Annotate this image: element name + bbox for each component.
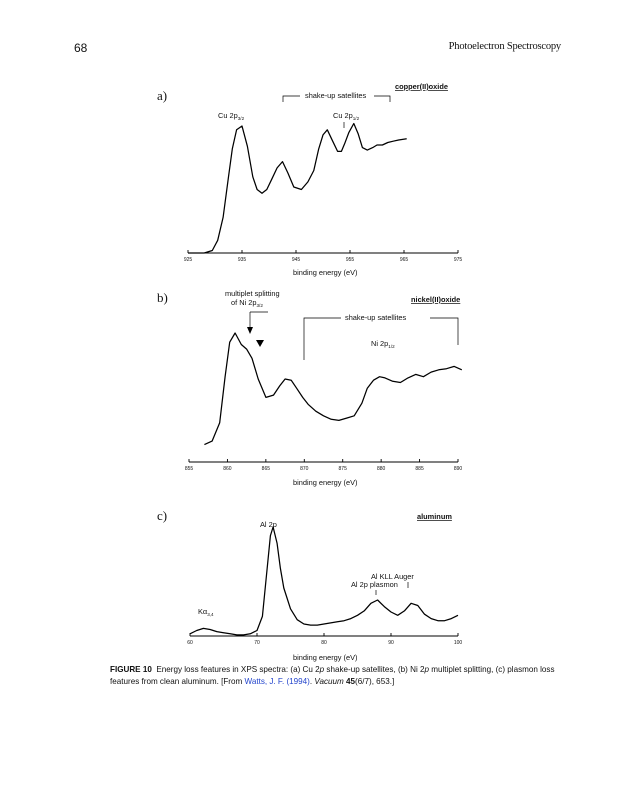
panel-c-letter: c): [157, 508, 168, 523]
x-tick-label: 955: [345, 257, 355, 263]
x-tick-label: 975: [453, 257, 463, 263]
x-tick-label: 80: [321, 640, 327, 646]
caption-text-1: Energy loss features in XPS spectra: (a) Cu 2: [156, 665, 320, 674]
x-tick-label: 70: [254, 640, 260, 646]
x-tick-label: 865: [261, 466, 271, 472]
panel-a-peak2-label: Cu $2p_{1/2}$: [333, 111, 360, 121]
caption-journal: Vacuum: [314, 676, 344, 686]
panel-c-x-label: binding energy (eV): [293, 653, 358, 662]
x-tick-label: 90: [388, 640, 394, 646]
x-tick-label: 860: [223, 466, 232, 472]
caption-volume: 45: [343, 676, 356, 686]
panel-a-x-axis: [184, 250, 463, 263]
caption-text-5: (6/7), 653.]: [355, 676, 395, 686]
panel-a-chart: [0, 70, 617, 285]
panel-a-letter: a): [157, 88, 168, 103]
panel-b-arrow-2-head: [256, 340, 264, 347]
x-tick-label: 855: [184, 466, 194, 472]
x-tick-label: 100: [453, 640, 463, 646]
panel-b-x-axis: [185, 459, 463, 472]
x-tick-label: 875: [338, 466, 347, 472]
panel-c-plasmon-label: Al 2p plasmon: [351, 580, 398, 589]
x-tick-label: 885: [415, 466, 424, 472]
x-tick-label: 60: [187, 640, 193, 646]
panel-b-bracket-label: shake-up satellites: [345, 313, 407, 322]
panel-b-material: nickel(II)oxide: [411, 295, 461, 304]
x-tick-label: 935: [237, 257, 247, 263]
figure-caption: [110, 664, 562, 687]
caption-label: FIGURE 10: [110, 665, 152, 674]
x-tick-label: 925: [183, 257, 193, 263]
panel-a-spectrum-line: [188, 124, 407, 254]
running-head: Photoelectron Spectroscopy: [448, 41, 561, 52]
x-tick-label: 880: [376, 466, 386, 472]
panel-b-multiplet-label-1: multiplet splitting: [225, 289, 280, 298]
page-number: 68: [74, 41, 88, 55]
panel-c-chart: [0, 505, 617, 663]
panel-a-material: copper(II)oxide: [395, 82, 448, 91]
panel-b-multiplet-label-2: of Ni $2p_{3/2}$: [231, 298, 263, 308]
panel-b-chart: [0, 285, 617, 495]
panel-c-spectrum-line: [190, 527, 458, 635]
panel-c-x-axis: [187, 633, 462, 646]
caption-text-3: multiplet splitting, (c) plasmon loss features from clean aluminum. [From: [110, 665, 555, 686]
x-tick-label: 870: [300, 466, 309, 472]
panel-c-main-peak-label: Al 2p: [260, 520, 277, 529]
panel-b-spectrum-line: [204, 333, 461, 445]
x-tick-label: 945: [291, 257, 301, 263]
panel-c-ka-label: $K\alpha_{3,4}$: [198, 607, 214, 617]
caption-text-2: shake-up satellites, (b) Ni 2: [324, 665, 425, 674]
panel-a-peak1-label: Cu $2p_{3/2}$: [218, 111, 245, 121]
caption-reference-link[interactable]: Watts, J. F. (1994): [244, 676, 310, 686]
x-tick-label: 890: [453, 466, 463, 472]
caption-p2: p: [424, 665, 430, 674]
caption-text-4: .: [309, 676, 315, 686]
panel-b-arrow-1-head: [247, 327, 253, 334]
panel-b-letter: b): [157, 290, 168, 305]
panel-b-peak-label: Ni $2p_{1/2}$: [371, 339, 395, 349]
x-tick-label: 965: [399, 257, 409, 263]
panel-a-bracket-label: shake-up satellites: [305, 91, 367, 100]
caption-p1: p: [319, 665, 325, 674]
panel-b-x-label: binding energy (eV): [293, 478, 358, 487]
panel-c-material: aluminum: [417, 512, 452, 521]
panel-a-x-label: binding energy (eV): [293, 268, 358, 277]
panel-c-auger-label: Al KLL Auger: [371, 572, 414, 581]
